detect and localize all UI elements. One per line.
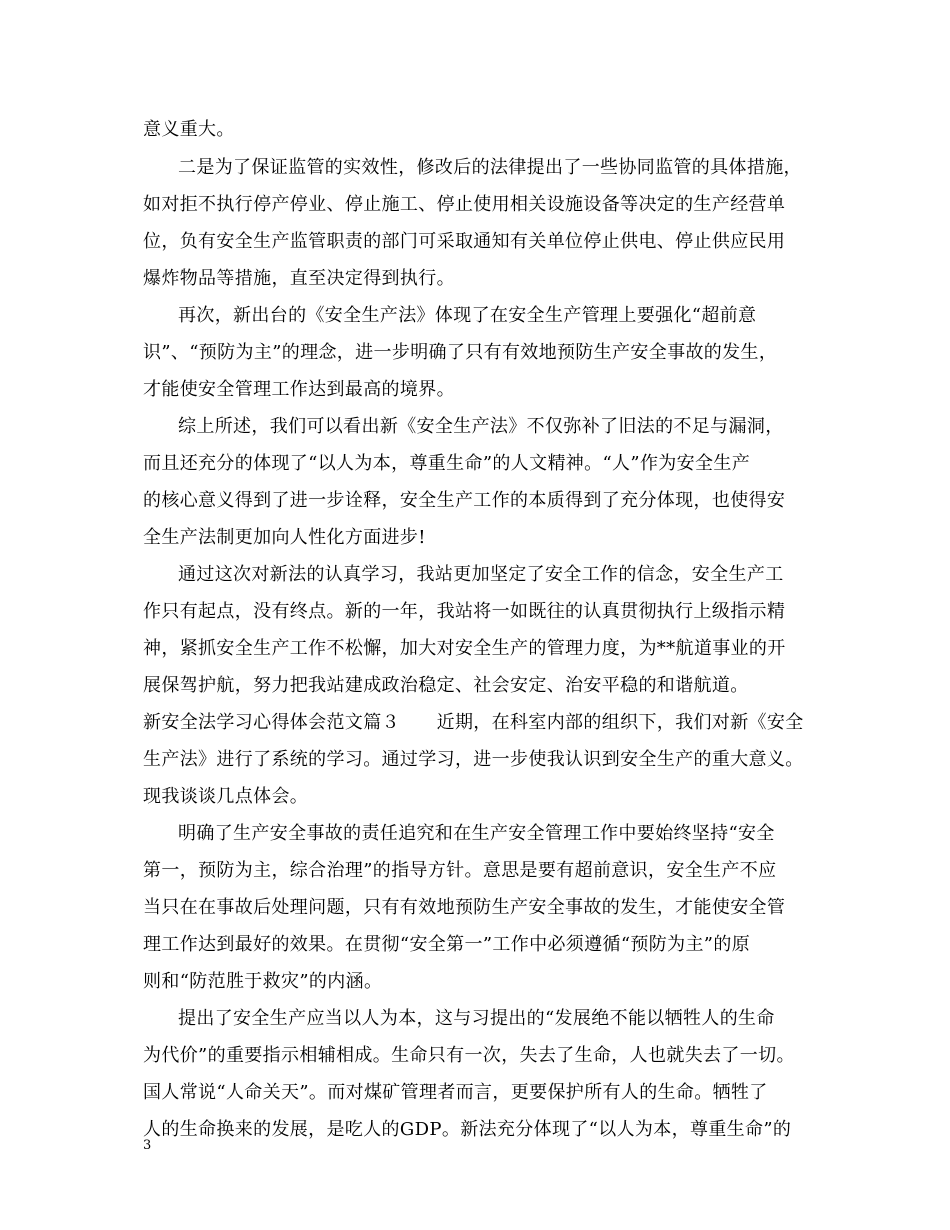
text-line: 理工作达到最好的效果。在贯彻“安全第一”工作中必须遵循“预防为主”的原 <box>143 934 751 955</box>
text-line: 生产法》进行了系统的学习。通过学习，进一步使我认识到安全生产的重大意义。 <box>143 749 804 770</box>
text-line: 则和“防范胜于救灾”的内涵。 <box>143 971 383 992</box>
text-line: 再次，新出台的《安全生产法》体现了在安全生产管理上要强化“超前意 <box>178 305 757 326</box>
text-line: 的核心意义得到了进一步诠释，安全生产工作的本质得到了充分体现，也使得安 <box>143 490 786 511</box>
text-line: 现我谈谈几点体会。 <box>143 786 309 807</box>
text-line: 国人常说“人命关天”。而对煤矿管理者而言，更要保护所有人的生命。牺牲了 <box>143 1082 768 1103</box>
text-line: 才能使安全管理工作达到最高的境界。 <box>143 379 455 400</box>
text-line: 通过这次对新法的认真学习，我站更加坚定了安全工作的信念，安全生产工 <box>178 564 784 585</box>
text-line: 明确了生产安全事故的责任追究和在生产安全管理工作中要始终坚持“安全 <box>178 823 775 844</box>
page-number: 3 <box>143 1138 152 1153</box>
text-line: 如对拒不执行停产停业、停止施工、停止使用相关设施设备等决定的生产经营单 <box>143 194 786 215</box>
text-line: 当只在在事故后处理问题，只有有效地预防生产安全事故的发生，才能使安全管 <box>143 897 786 918</box>
text-line: 意义重大。 <box>143 119 235 140</box>
text-line: 提出了安全生产应当以人为本，这与习提出的“发展绝不能以牺牲人的生命 <box>178 1008 775 1029</box>
text-line: 全生产法制更加向人性化方面进步! <box>143 527 426 548</box>
text-line: 神，紧抓安全生产工作不松懈，加大对安全生产的管理力度，为**航道事业的开 <box>143 638 786 659</box>
text-line: 人的生命换来的发展，是吃人的GDP。新法充分体现了“以人为本，尊重生命”的 <box>143 1119 792 1140</box>
text-line: 位，负有安全生产监管职责的部门可采取通知有关单位停止供电、停止供应民用 <box>143 231 786 252</box>
text-line: 新安全法学习心得体会范文篇３ 近期，在科室内部的组织下，我们对新《安全 <box>143 712 804 733</box>
text-line: 为代价”的重要指示相辅相成。生命只有一次，失去了生命，人也就失去了一切。 <box>143 1045 795 1066</box>
text-line: 第一，预防为主，综合治理”的指导方针。意思是要有超前意识，安全生产不应 <box>143 860 777 881</box>
text-line: 识”、“预防为主”的理念，进一步明确了只有有效地预防生产安全事故的发生， <box>143 342 778 363</box>
text-line: 作只有起点，没有终点。新的一年，我站将一如既往的认真贯彻执行上级指示精 <box>143 601 786 622</box>
text-line: 而且还充分的体现了“以人为本，尊重生命”的人文精神。“人”作为安全生产 <box>143 453 751 474</box>
text-line: 二是为了保证监管的实效性，修改后的法律提出了一些协同监管的具体措施， <box>178 157 802 178</box>
text-line: 展保驾护航，努力把我站建成政治稳定、社会安定、治安平稳的和谐航道。 <box>143 675 749 696</box>
text-line: 综上所述，我们可以看出新《安全生产法》不仅弥补了旧法的不足与漏洞， <box>178 416 784 437</box>
text-line: 爆炸物品等措施，直至决定得到执行。 <box>143 268 455 289</box>
